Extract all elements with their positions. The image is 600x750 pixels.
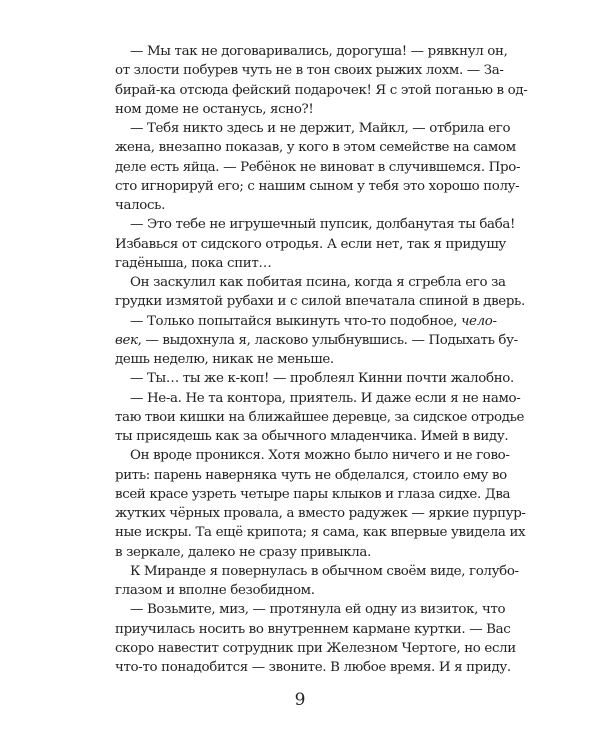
text-line: гадёныша, пока спит… xyxy=(115,255,272,271)
text-line: — Мы так не договаривались, дорогуша! — рявкнул он, xyxy=(130,44,508,59)
text-line: что-то понадобится — звоните. В любое время. И я приду. xyxy=(115,660,511,675)
text-line: Избавься от сидского отродья. А если нет, так я придушу xyxy=(115,236,506,252)
text-line: деле есть яйца. — Ребёнок не виноват в случившемся. Про- xyxy=(115,159,521,175)
text-line: таю твои кишки на ближайшее деревце, за сидское отродье xyxy=(115,409,525,425)
text-line: — Не-а. Не та контора, приятель. И даже если я не намо- xyxy=(130,390,521,406)
text-line: Он вроде проникся. Хотя можно было ничего и не гово- xyxy=(130,448,510,464)
text-line: ные искры. Та ещё крипота; я сама, как впервые увидела их xyxy=(115,525,526,541)
text-line: скоро навестит сотрудник при Железном Чертоге, но если xyxy=(115,640,516,656)
text-line: — Тебя никто здесь и не держит, Майкл, — отбрила его xyxy=(130,121,511,136)
text-line: приучилась носить во внутреннем кармане куртки. — Вас xyxy=(115,621,511,637)
text-line: жена, внезапно показав, у кого в этом семействе на самом xyxy=(115,140,516,156)
text-line: — Ты… ты же к-коп! — проблеял Кинни почти жалобно. xyxy=(130,371,514,387)
text-line: всей красе узреть четыре пары клыков и глаза сидхе. Два xyxy=(115,486,511,502)
text-line: от злости побурев чуть не в тон своих рыжих лохм. — За- xyxy=(115,63,504,79)
text-line: бирай-ка отсюда фейский подарочек! Я с этой поганью в од- xyxy=(115,82,528,98)
text-line: К Миранде я повернулась в обычном своём виде, голубо- xyxy=(130,563,519,579)
text-line: сто игнорируй его; с нашим сыном у тебя это хорошо полу- xyxy=(115,178,520,194)
text-line: век, — выдохнула я, ласково улыбнувшись. — Подыхать бу- xyxy=(115,332,518,348)
text-line: ном доме не останусь, ясно?! xyxy=(115,101,314,117)
text-line: ты присядешь как за обычного младенчика. Имей в виду. xyxy=(115,429,509,444)
text-line: — Возьмите, миз, — протянула ей одну из визиток, что xyxy=(130,602,506,618)
text-line: Он заскулил как побитая псина, когда я сгребла его за xyxy=(130,275,506,290)
text-line: рить: парень наверняка чуть не обделался, стоило ему во xyxy=(115,467,507,483)
text-line: — Это тебе не игрушечный пупсик, долбанутая ты баба! xyxy=(130,217,516,233)
text-line: — Только попытайся выкинуть что-то подобное, чело- xyxy=(130,313,497,329)
text-line: дешь неделю, никак не меньше. xyxy=(115,352,334,367)
page-number: 9 xyxy=(294,690,306,710)
text-line: в зеркале, далеко не сразу привыкла. xyxy=(115,544,371,560)
text-line: глазом и вполне безобидном. xyxy=(115,583,315,598)
text-line: чалось. xyxy=(115,198,166,213)
text-line: жутких чёрных провала, а вместо радужек — яркие пурпур- xyxy=(115,506,526,521)
text-line: грудки измятой рубахи и с силой впечатала спиной в дверь. xyxy=(115,294,525,310)
